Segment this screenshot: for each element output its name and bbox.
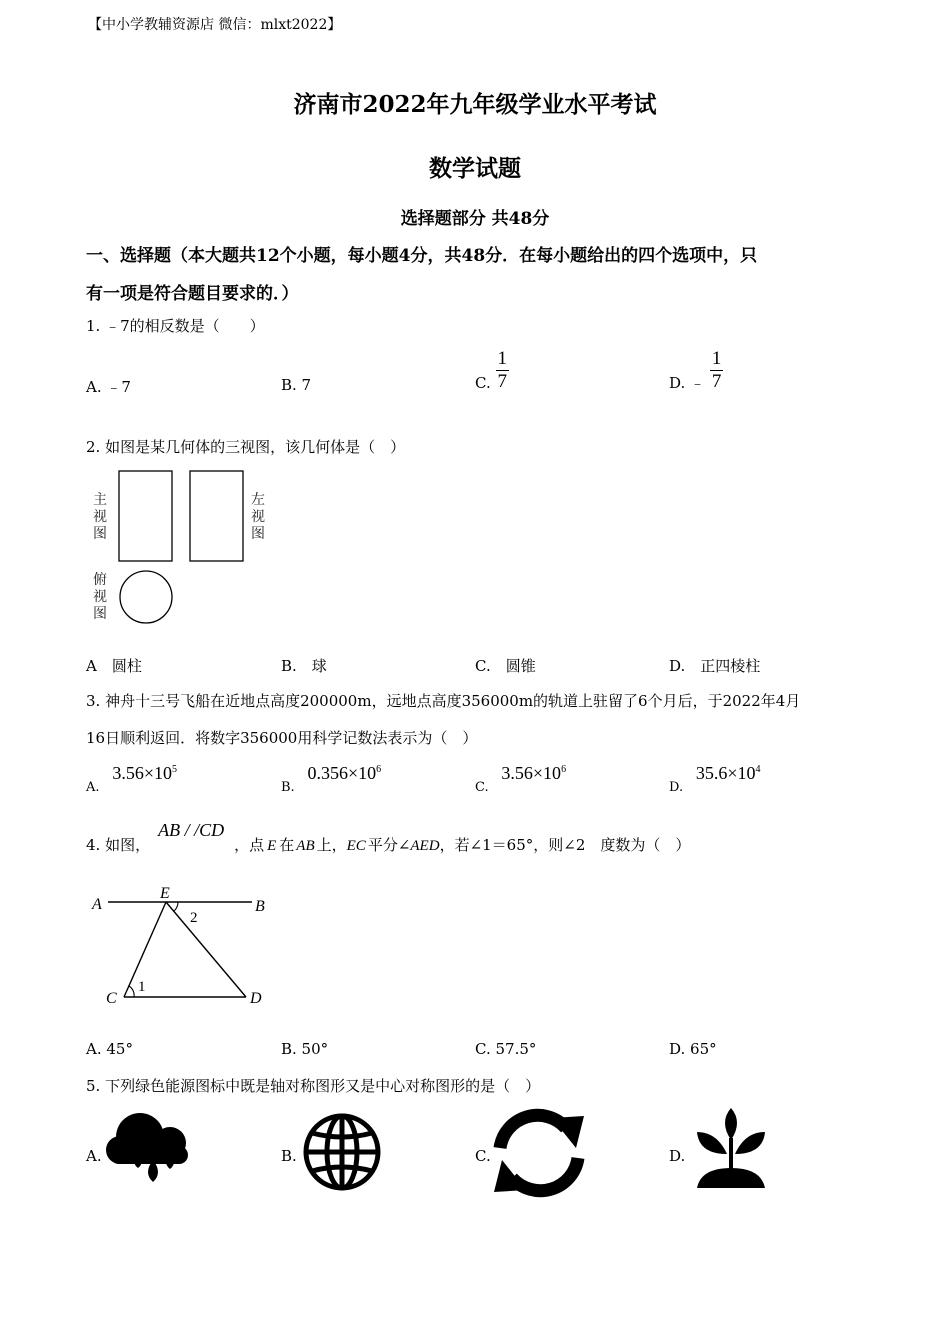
q4-angle-aed: AED	[410, 838, 440, 854]
section-heading-line1: 一、选择题（本大题共12个小题，每小题4分，共48分．在每小题给出的四个选项中，只	[86, 246, 758, 266]
q4-text: 在	[279, 836, 295, 854]
q3-stem-line1: 3. 神舟十三号飞船在近地点高度200000m，远地点高度356000m的轨道上驻留了6个月后，于2022年4月	[86, 692, 801, 710]
fraction-numerator: 1	[711, 348, 722, 369]
q5-option-b-label: B.	[281, 1147, 297, 1165]
label-angle-1: 1	[138, 979, 146, 995]
q5-option-c-label: C.	[475, 1147, 491, 1165]
sci-base: 3.56×10	[112, 763, 172, 783]
q4-segment-ab: AB	[296, 838, 315, 854]
q4-option-d: D. 65°	[669, 1040, 717, 1058]
q5-stem: 5. 下列绿色能源图标中既是轴对称图形又是中心对称图形的是（ ）	[86, 1077, 541, 1095]
q2-top-view-label: 俯视图	[93, 572, 107, 622]
part-title: 选择题部分 共48分	[400, 209, 550, 229]
q2-option-a: A 圆柱	[86, 657, 142, 675]
q2-option-c: C. 圆锥	[475, 657, 536, 675]
q4-text: 平分∠	[367, 836, 411, 854]
q2-left-view-label: 左视图	[251, 492, 265, 542]
sci-exponent: 6	[376, 764, 382, 775]
q4-text: ，点	[234, 836, 265, 854]
q2-option-d: D. 正四棱柱	[669, 657, 761, 675]
fraction-denominator: 7	[497, 371, 507, 392]
q1-option-c-label: C.	[475, 373, 491, 392]
label-d: D	[250, 990, 262, 1007]
exam-title: 济南市2022年九年级学业水平考试	[293, 91, 657, 118]
globe-icon	[306, 1116, 378, 1188]
q4-option-b: B. 50°	[281, 1040, 329, 1058]
option-label: C.	[475, 780, 489, 795]
sci-exponent: 6	[561, 764, 567, 775]
sci-base: 3.56×10	[501, 763, 562, 783]
q5-option-d-label: D.	[669, 1147, 686, 1165]
fraction-numerator: 1	[497, 348, 507, 369]
fraction-denominator: 7	[711, 371, 722, 392]
option-label: D.	[669, 780, 684, 795]
q2-option-b: B. 球	[281, 657, 327, 675]
q1-option-a: A. ﹣7	[86, 378, 131, 396]
q1-stem: 1. ﹣7的相反数是（ ）	[86, 317, 265, 335]
label-angle-2: 2	[190, 910, 198, 926]
rain-cloud-icon	[106, 1113, 188, 1184]
q4-text: 上，	[316, 836, 347, 854]
label-a: A	[92, 896, 102, 913]
q5-option-a-label: A.	[86, 1147, 102, 1165]
sci-base: 35.6×10	[695, 763, 756, 783]
label-c: C	[106, 990, 117, 1007]
q2-front-view-label: 主视图	[93, 492, 107, 542]
q4-point-e: E	[267, 838, 277, 854]
sci-base: 0.356×10	[307, 763, 377, 783]
q1-option-b: B. 7	[281, 376, 312, 394]
exam-subtitle: 数学试题	[429, 155, 521, 182]
q4-prefix: 4. 如图，	[86, 836, 151, 854]
q4-parallel-expression: AB / /CD	[158, 820, 225, 840]
sci-exponent: 5	[171, 764, 177, 775]
section-heading-line2: 有一项是符合题目要求的．）	[86, 284, 299, 304]
option-label: B.	[281, 780, 295, 795]
q1-option-d-label: D. ﹣	[669, 373, 706, 392]
label-e: E	[160, 885, 170, 902]
q2-stem: 2. 如图是某几何体的三视图，该几何体是（ ）	[86, 438, 406, 456]
option-label: A.	[86, 780, 100, 795]
label-b: B	[255, 898, 265, 915]
refresh-arrows-icon	[494, 1115, 584, 1192]
sprout-plant-icon	[697, 1108, 765, 1188]
q4-text: ，若∠1＝65°，则∠2 度数为（ ）	[439, 836, 691, 854]
sci-exponent: 4	[755, 764, 761, 775]
header-watermark: 【中小学教辅资源店 微信：mlxt2022】	[88, 17, 342, 33]
q4-option-a: A. 45°	[86, 1040, 133, 1058]
q3-stem-line2: 16日顺利返回．将数字356000用科学记数法表示为（ ）	[86, 729, 478, 747]
q4-segment-ec: EC	[346, 838, 366, 854]
q4-option-c: C. 57.5°	[475, 1040, 537, 1058]
